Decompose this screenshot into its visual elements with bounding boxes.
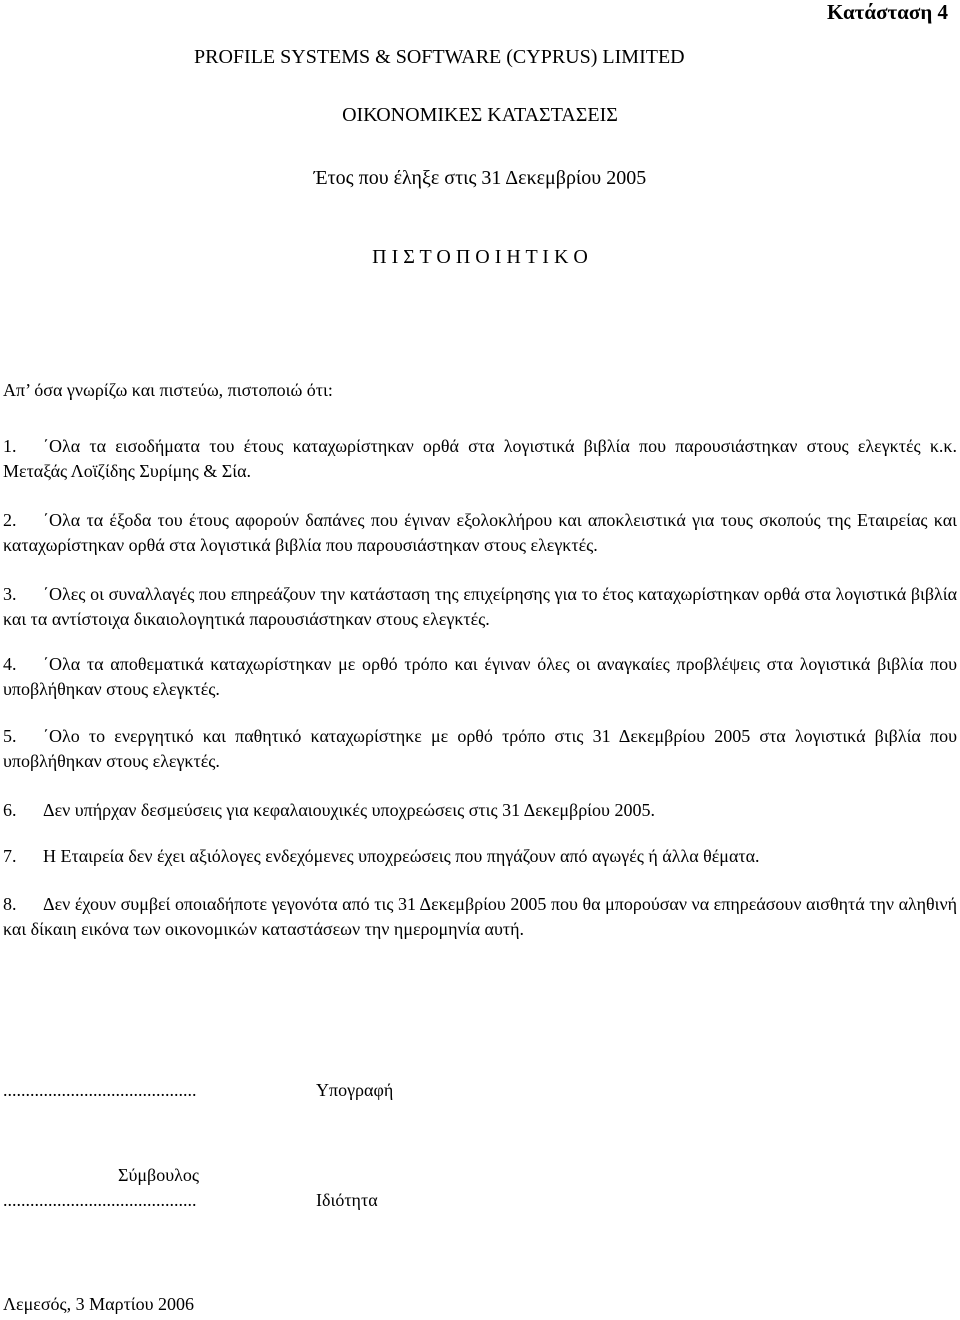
item-text: ΄Ολο το ενεργητικό και παθητικό καταχωρίστηκε με ορθό τρόπο στις 31 Δεκεμβρίου 2005 στα λογιστικά βιβλία που υποβλήθηκαν στους ελεγκτές. — [3, 726, 957, 771]
title-dots: ........................................... — [3, 1190, 197, 1210]
item-text: ΄Ολα τα έξοδα του έτους αφορούν δαπάνες που έγιναν εξολοκλήρου και αποκλειστικά για τους σκοπούς της Εταιρείας και καταχωρίστηκαν ορθά στα λογιστικά βιβλία που παρουσιάστηκαν στους ελεγκτές. — [3, 510, 957, 555]
item-text: Η Εταιρεία δεν έχει αξιόλογες ενδεχόμενες υποχρεώσεις που πηγάζουν από αγωγές ή άλλα θέματα. — [43, 846, 760, 866]
item-number: 6. — [3, 800, 17, 820]
certificate-title: Π Ι Σ Τ Ο Π Ο Ι Η Τ Ι Κ Ο — [372, 246, 588, 268]
item-text: ΄Ολα τα αποθεματικά καταχωρίστηκαν με ορθό τρόπο και έγιναν όλες οι αναγκαίες προβλέψεις στα λογιστικά βιβλία που υποβλήθηκαν στους ελεγκτές. — [3, 654, 957, 699]
item-number: 1. — [3, 436, 17, 456]
item-number: 3. — [3, 584, 17, 604]
list-item — [3, 582, 957, 632]
list-item — [3, 652, 957, 702]
intro-text: Απ’ όσα γνωρίζω και πιστεύω, πιστοποιώ ότι: — [3, 380, 333, 400]
item-number: 5. — [3, 726, 17, 746]
list-item — [3, 798, 957, 823]
item-number: 2. — [3, 510, 17, 530]
list-item — [3, 508, 957, 558]
list-item — [3, 434, 957, 484]
signature-dots: ........................................... — [3, 1080, 197, 1100]
statement-label: Κατάσταση 4 — [827, 0, 948, 24]
list-item — [3, 892, 957, 942]
signature-label: Υπογραφή — [316, 1080, 394, 1100]
place-date: Λεμεσός, 3 Μαρτίου 2006 — [3, 1294, 195, 1314]
item-number: 4. — [3, 654, 17, 674]
item-number: 7. — [3, 846, 17, 866]
item-text: Δεν έχουν συμβεί οποιαδήποτε γεγονότα από τις 31 Δεκεμβρίου 2005 που θα μπορούσαν να επηρεάσουν αισθητά την αληθινή και δίκαιη εικόνα των οικονομικών καταστάσεων την ημερομηνία αυτή. — [3, 894, 957, 939]
list-item — [3, 844, 957, 869]
item-text: ΄Ολες οι συναλλαγές που επηρεάζουν την κατάσταση της επιχείρησης για το έτος καταχωρίστηκαν ορθά στα λογιστικά βιβλία και τα αντίστοιχα δικαιολογητικά παρουσιάστηκαν στους ελεγκτές. — [3, 584, 957, 629]
period-line: Έτος που έληξε στις 31 Δεκεμβρίου 2005 — [313, 167, 647, 189]
item-text: ΄Ολα τα εισοδήματα του έτους καταχωρίστηκαν ορθά στα λογιστικά βιβλία που παρουσιάστηκαν στους ελεγκτές κ.κ. Μεταξάς Λοϊζίδης Συρίμης & Σία. — [3, 436, 957, 481]
item-number: 8. — [3, 894, 17, 914]
advisor-label: Σύμβουλος — [118, 1165, 199, 1185]
item-text: Δεν υπήρχαν δεσμεύσεις για κεφαλαιουχικές υποχρεώσεις στις 31 Δεκεμβρίου 2005. — [43, 800, 655, 820]
capacity-label: Ιδιότητα — [316, 1190, 378, 1210]
company-name: PROFILE SYSTEMS & SOFTWARE (CYPRUS) LIMITED — [194, 46, 685, 68]
document-subtitle: ΟΙΚΟΝΟΜΙΚΕΣ ΚΑΤΑΣΤΑΣΕΙΣ — [342, 104, 618, 126]
list-item — [3, 724, 957, 774]
